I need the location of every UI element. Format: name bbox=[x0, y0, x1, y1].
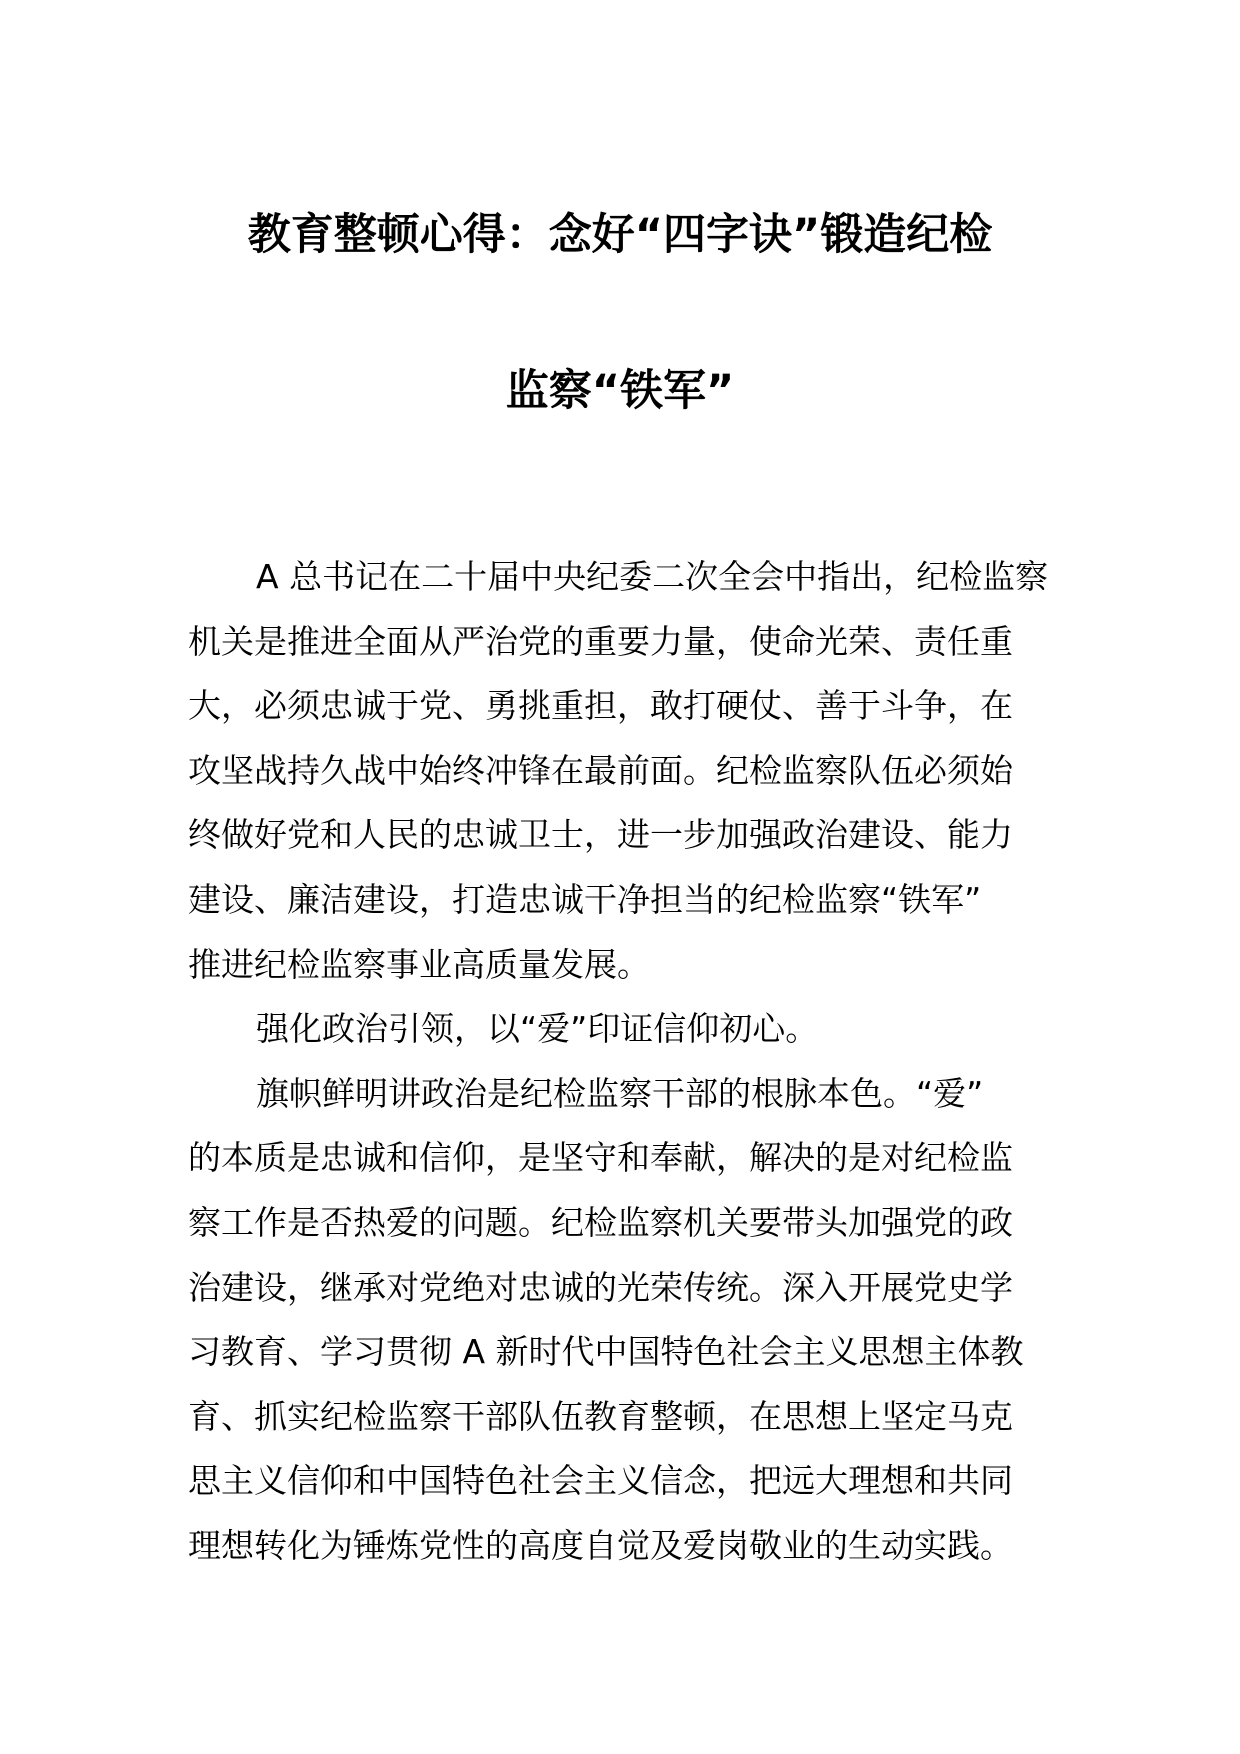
document-title-line-1: 教育整顿心得：念好“四字诀”锻造纪检 bbox=[247, 210, 993, 260]
document-body bbox=[188, 545, 1058, 1579]
paragraph-line: 推进纪检监察事业高质量发展。 bbox=[188, 944, 650, 984]
document-title-line-2: 监察“铁军” bbox=[505, 366, 735, 416]
paragraph-line: 终做好党和人民的忠诚卫士，进一步加强政治建设、能力 bbox=[188, 815, 1013, 855]
paragraph-line: 强化政治引领，以“爱”印证信仰初心。 bbox=[256, 1009, 819, 1049]
paragraph-line: 攻坚战持久战中始终冲锋在最前面。纪检监察队伍必须始 bbox=[188, 750, 1013, 790]
paragraph-line: 建设、廉洁建设，打造忠诚干净担当的纪检监察“铁军” bbox=[188, 879, 982, 919]
paragraph-line: 育、抓实纪检监察干部队伍教育整顿，在思想上坚定马克 bbox=[188, 1396, 1013, 1436]
paragraph-line: 机关是推进全面从严治党的重要力量，使命光荣、责任重 bbox=[188, 621, 1013, 661]
paragraph-line: 思主义信仰和中国特色社会主义信念，把远大理想和共同 bbox=[188, 1461, 1013, 1501]
paragraph-line: 理想转化为锤炼党性的高度自觉及爱岗敬业的生动实践。 bbox=[188, 1525, 1013, 1565]
paragraph-line: 大，必须忠诚于党、勇挑重担，敢打硬仗、善于斗争，在 bbox=[188, 686, 1013, 726]
paragraph-line: 的本质是忠诚和信仰，是坚守和奉献，解决的是对纪检监 bbox=[188, 1138, 1013, 1178]
paragraph-heading bbox=[188, 997, 1058, 1062]
paragraph-politics bbox=[188, 1062, 1058, 1579]
paragraph-line: A 总书记在二十届中央纪委二次全会中指出，纪检监察 bbox=[256, 557, 1049, 596]
paragraph-line: 察工作是否热爱的问题。纪检监察机关要带头加强党的政 bbox=[188, 1202, 1013, 1242]
paragraph-line: 习教育、学习贯彻 A 新时代中国特色社会主义思想主体教 bbox=[188, 1332, 1024, 1372]
paragraph-line: 旗帜鲜明讲政治是纪检监察干部的根脉本色。“爱” bbox=[256, 1073, 984, 1113]
paragraph-intro bbox=[188, 545, 1058, 997]
paragraph-line: 治建设，继承对党绝对忠诚的光荣传统。深入开展党史学 bbox=[188, 1267, 1013, 1307]
